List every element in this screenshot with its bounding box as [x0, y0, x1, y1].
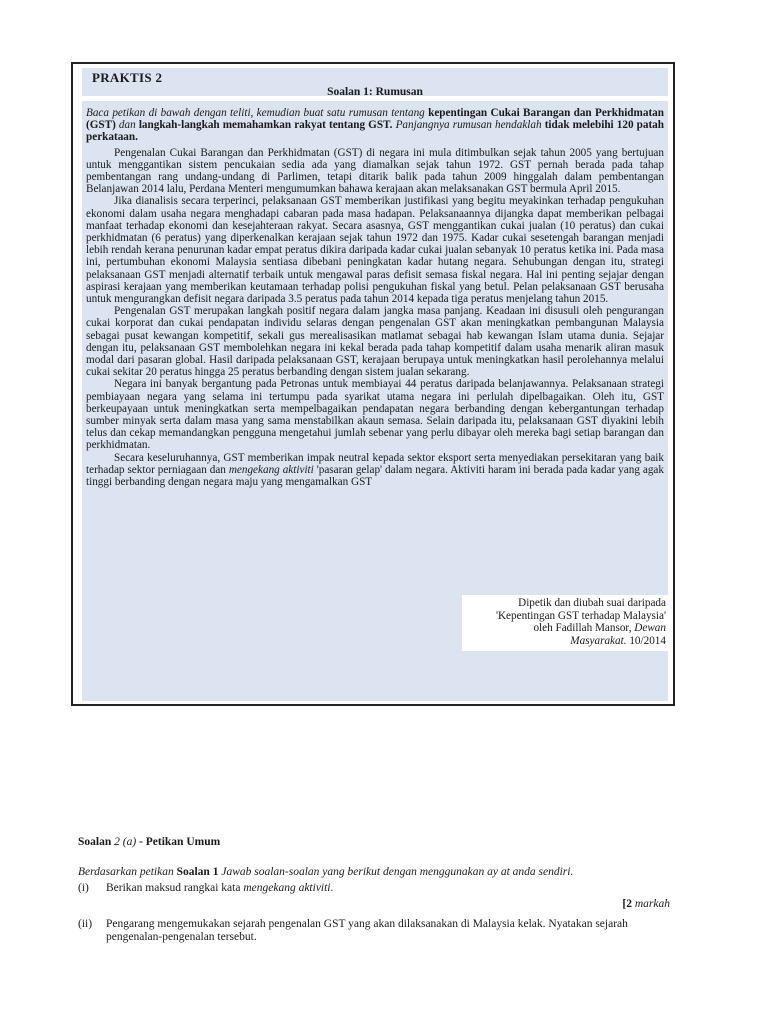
question-ii-text: Pengarang mengemukakan sejarah pengenalan GST yang akan dilaksanakan di Malaysia kelak. Nyatakan sejarah pengenalan-pengenalan tersebut.	[106, 918, 628, 943]
paragraph-5	[86, 452, 664, 489]
instruction-bold-3: tidak melebihi 120 patah perkataan.	[86, 119, 664, 144]
question-heading	[78, 836, 670, 849]
passage-panel	[82, 101, 668, 701]
source-author: oleh Fadillah Mansor,	[533, 622, 635, 635]
question-i-number: (i)	[78, 882, 89, 894]
paragraph-5-text-1: Secara keseluruhannya, GST memberikan impak neutral kepada sektor eksport serta menyediakan persekitaran yang baik terhadap sektor perniagaan dan	[86, 451, 664, 476]
paragraph-5-text-2: 'pasaran gelap' dalam negara. Aktiviti haram ini berada pada kadar yang agak tinggi berbanding dengan negara maju yang mengamalkan GST	[86, 463, 664, 489]
question-i-text-1: Berikan maksud rangkai kata	[106, 882, 244, 894]
question-instruction-text-2: Jawab soalan-soalan yang berikut dengan menggunakan ay at anda sendiri.	[218, 866, 574, 878]
markah-number: [2	[622, 898, 632, 910]
question-i-italic: mengekang aktiviti	[243, 882, 331, 894]
paragraph-5-italic: mengekang aktiviti	[228, 463, 314, 476]
markah-word: markah	[631, 898, 670, 910]
markah-label	[622, 898, 670, 910]
question-instruction-text-1: Berdasarkan petikan	[78, 866, 177, 878]
question-i	[78, 882, 670, 895]
source-line-2: 'Kepentingan GST terhadap Malaysia'	[495, 609, 666, 622]
source-line-3	[462, 622, 666, 635]
source-publication-2: Masyarakat.	[570, 634, 627, 647]
instruction-bold-1: kepentingan Cukai Barangan dan Perkhidmatan (GST)	[86, 107, 664, 132]
instruction-text-2: dan	[115, 119, 139, 132]
source-line-4	[462, 635, 666, 648]
question-instruction	[78, 866, 670, 879]
source-date: 10/2014	[626, 634, 666, 647]
question-ii	[78, 918, 670, 944]
soalan-1-title: Soalan 1: Rumusan	[327, 86, 423, 98]
instruction-text-1: Baca petikan di bawah dengan teliti, kemudian buat satu rumusan tentang	[86, 107, 429, 119]
source-publication-1: Dewan	[634, 622, 666, 635]
question-i-text	[106, 882, 670, 895]
question-instruction-bold: Soalan 1	[176, 866, 219, 878]
paragraph-4: Negara ini banyak bergantung pada Petronas untuk membiayai 44 peratus daripada belanjawannya. Pelaksanaan strategi pembiayaan negara yang selama ini tertumpu pada syarikat utama negara ini perlulah dipelbagaikan. Oleh itu, GST berkeupayaan untuk meningkatkan serta mempelbagaikan pendapatan negara berbanding dengan kebergantungan terhadap sumber minyak serta dalam masa yang sama menstabilkan akaun semasa. Selain daripada itu, pelaksanaan GST diyakini lebih telus dan cekap memandangkan pengguna mengetahui jumlah sebenar yang perlu dibayar oleh mereka bagi setiap barangan dan perkhidmatan.	[86, 378, 664, 452]
title-strip	[82, 68, 668, 96]
paragraph-1: Pengenalan Cukai Barangan dan Perkhidmatan (GST) di negara ini mula ditimbulkan sejak tahun 2005 yang bertujuan untuk menggantikan sistem pencukaian sedia ada yang diamalkan sejak tahun 1972. GST pernah berada pada tahap pembentangan rang undang-undang di Parlimen, tetapi ditarik balik pada tahun 2009 hinggalah dalam pembentangan Belanjawan 2014 lalu, Perdana Menteri mengumumkan bahawa kerajaan akan melaksanakan GST bermula April 2015.	[86, 146, 664, 196]
instruction-text-3: Panjangnya rumusan hendaklah	[392, 119, 545, 132]
question-heading-text-2: - Petikan Umum	[136, 836, 221, 848]
praktis-box	[71, 62, 675, 706]
praktis-title: PRAKTIS 2	[92, 70, 163, 85]
source-citation	[462, 595, 668, 651]
paragraph-3: Pengenalan GST merupakan langkah positif negara dalam jangka masa panjang. Keadaan ini disusuli oleh pengurangan cukai korporat dan cukai pendapatan individu selaras dengan pengenalan GST akan meningkatkan pembangunan Malaysia sebagai pusat kewangan kompetitif, sekali gus merealisasikan matlamat sebagai hab kewangan Islam utama dunia. Sejajar dengan itu, pelaksanaan GST membolehkan negara ini kekal berada pada tahap kompetitif dalam usaha menarik aliran masuk modal dari pasaran global. Hasil daripada pelaksanaan GST, kerajaan berupaya untuk meningkatkan hasil perolehannya melalui cukai sekitar 20 peratus hingga 25 peratus berbanding dengan sistem jualan sekarang.	[86, 305, 664, 379]
instruction-bold-2: langkah-langkah memahamkan rakyat tentang GST.	[138, 119, 393, 132]
question-ii-number: (ii)	[78, 918, 93, 930]
instruction	[86, 107, 664, 144]
paragraph-2: Jika dianalisis secara terperinci, pelaksanaan GST memberikan justifikasi yang begitu meyakinkan terhadap pengukuhan ekonomi dalam usaha negara menghadapi cabaran pada masa hadapan. Pelaksanaannya dijangka dapat memberikan pelbagai manfaat terhadap ekonomi dan kesejahteraan rakyat. Secara asasnya, GST menggantikan cukai jualan (10 peratus) dan cukai perkhidmatan (6 peratus) yang diperkenalkan kerajaan sejak tahun 1972 dan 1975. Kadar cukai sesetengah barangan menjadi lebih rendah kerana penurunan kadar empat peratus dikira daripada kadar cukai jualan sebanyak 10 peratus ketika ini. Pada masa ini, pertumbuhan ekonomi Malaysia sentiasa dibebani peningkatan kadar hutang negara. Sehubungan dengan itu, strategi pelaksanaan GST menjadi alternatif terbaik untuk mengawal paras defisit semasa fiskal negara. Hal ini penting sejajar dengan aspirasi kerajaan yang memberikan keutamaan terhadap polisi pengukuhan fiskal yang betul. Pelan pelaksanaan GST berusaha untuk mengurangkan defisit negara daripada 3.5 peratus pada tahun 2014 kepada tiga peratus menjelang tahun 2015.	[86, 195, 664, 306]
source-line-1: Dipetik dan diubah suai daripada	[518, 597, 666, 609]
question-heading-text-1: Soalan	[78, 836, 115, 848]
question-heading-number: 2 (a)	[114, 836, 137, 848]
question-i-text-2: .	[330, 882, 334, 894]
